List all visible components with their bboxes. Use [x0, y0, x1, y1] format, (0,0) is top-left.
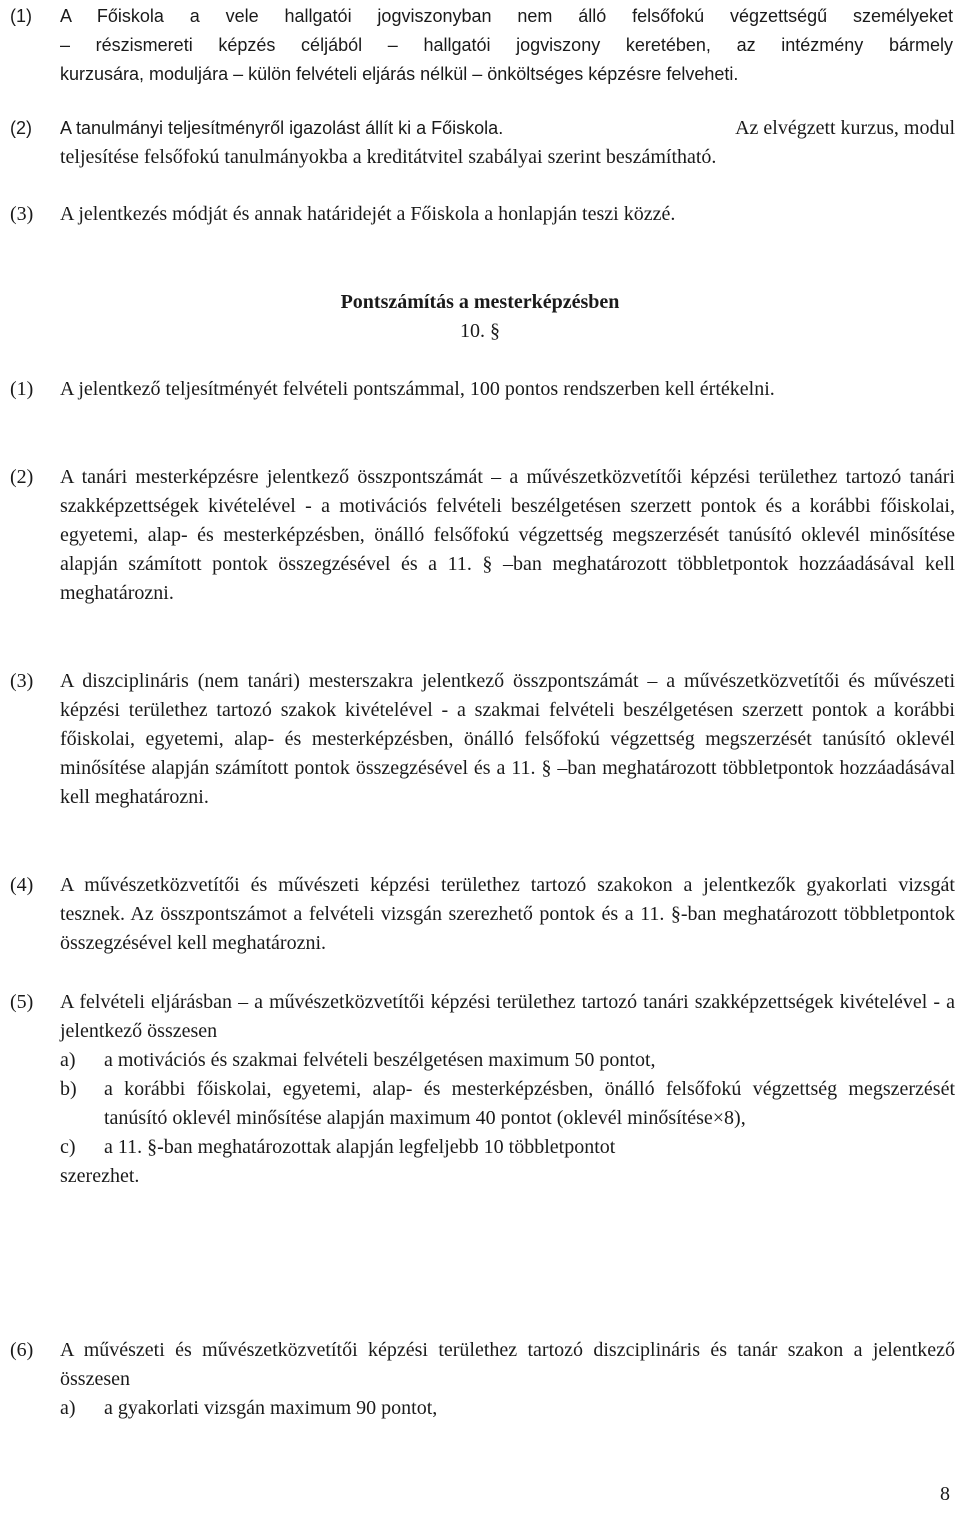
paragraph-number: (2)	[10, 466, 34, 488]
list-item	[60, 1075, 955, 1133]
list-item-text: a gyakorlati vizsgán maximum 90 pontot,	[104, 1397, 438, 1419]
list-item-letter: c)	[60, 1136, 76, 1158]
paragraph-top-2	[0, 114, 960, 172]
paragraph-intro: A művészeti és művészetközvetítői képzési területhez tartozó diszciplináris és tanár szakon a jelentkező összesen	[60, 1339, 955, 1390]
paragraph-line: teljesítése felsőfokú tanulmányokba a kreditátvitel szabályai szerint beszámítható.	[60, 146, 717, 168]
paragraph-number: (3)	[10, 203, 34, 225]
list-item	[60, 1046, 955, 1075]
list-item-letter: a)	[60, 1397, 76, 1419]
paragraph-number: (6)	[10, 1339, 34, 1361]
paragraph-text: A tanulmányi teljesítményről igazolást állít ki a Főiskola.	[60, 118, 504, 138]
section-number: 10. §	[460, 320, 500, 342]
paragraph-closing: szerezhet.	[60, 1165, 140, 1187]
paragraph-1	[0, 375, 960, 404]
paragraph-top-3	[0, 200, 960, 229]
paragraph-number: (1)	[10, 378, 34, 400]
section-heading: Pontszámítás a mesterképzésben	[340, 291, 620, 313]
list-item	[60, 1394, 955, 1423]
paragraph-number: (3)	[10, 670, 34, 692]
paragraph-text: A diszciplináris (nem tanári) mesterszakra jelentkező összpontszámát – a művészetközvetítői és művészeti képzési területhez tartozó szakok kivételével - a szakmai felvételi beszélgetésen szerzett pontok a korábbi főiskolai, egyetemi, alap- és mesterképzésben, önálló felsőfokú végzettség megszerzését tanúsító oklevél minősítése alapján számított pontok összegzésével és a 11. § –ban meghatározott többletpontok hozzáadásával kell meghatározni.	[60, 670, 955, 808]
paragraph-number: (1)	[10, 6, 32, 26]
paragraph-text: Az elvégzett kurzus, modul	[735, 117, 955, 139]
paragraph-top-1	[0, 2, 960, 89]
paragraph-5	[0, 988, 960, 1191]
paragraph-4	[0, 871, 960, 958]
paragraph-line: kurzusára, moduljára – külön felvételi eljárás nélkül – önköltséges képzésre felveheti.	[60, 64, 739, 84]
paragraph-line: – részismereti képzés céljából – hallgatói jogviszony keretében, az intézmény bármely	[60, 35, 953, 55]
list-item	[60, 1133, 955, 1162]
paragraph-text: A jelentkező teljesítményét felvételi pontszámmal, 100 pontos rendszerben kell értékelni.	[60, 378, 775, 400]
paragraph-line: A Főiskola a vele hallgatói jogviszonyban nem álló felsőfokú végzettségű személyeket	[60, 6, 953, 26]
paragraph-number: (2)	[10, 118, 32, 138]
list-item-text: a motivációs és szakmai felvételi beszélgetésen maximum 50 pontot,	[104, 1049, 656, 1071]
paragraph-3	[0, 667, 960, 812]
paragraph-number: (5)	[10, 991, 34, 1013]
paragraph-2	[0, 463, 960, 608]
list-item-text: a korábbi főiskolai, egyetemi, alap- és mesterképzésben, önálló felsőfokú végzettség megszerzését tanúsító oklevél minősítése alapján maximum 40 pontot (oklevél minősítése×8),	[104, 1078, 955, 1129]
paragraph-number: (4)	[10, 874, 34, 896]
list-item-text: a 11. §-ban meghatározottak alapján legfeljebb 10 többletpontot	[104, 1136, 616, 1158]
paragraph-text: A tanári mesterképzésre jelentkező összpontszámát – a művészetközvetítői képzési területhez tartozó tanári szakképzettségek kivételével - a motivációs felvételi beszélgetésen szerzett pontok és a korábbi főiskolai, egyetemi, alap- és mesterképzésben, önálló felsőfokú végzettség megszerzését tanúsító oklevél minősítése alapján számított pontok összegzésével és a 11. § –ban meghatározott többletpontok hozzáadásával kell meghatározni.	[60, 466, 955, 604]
list-item-letter: b)	[60, 1078, 77, 1100]
paragraph-intro: A felvételi eljárásban – a művészetközvetítői képzési területhez tartozó tanári szakképzettségek kivételével - a jelentkező összesen	[60, 991, 955, 1042]
paragraph-6	[0, 1336, 960, 1423]
paragraph-text: A művészetközvetítői és művészeti képzési területhez tartozó szakokon a jelentkezők gyakorlati vizsgát tesznek. Az összpontszámot a felvételi vizsgán szerezhető pontok és a 11. §-ban meghatározott többletpontok összegzésével kell meghatározni.	[60, 874, 955, 954]
page-number: 8	[940, 1483, 950, 1505]
paragraph-line: A jelentkezés módját és annak határidejét a Főiskola a honlapján teszi közzé.	[60, 203, 676, 225]
list-item-letter: a)	[60, 1049, 76, 1071]
